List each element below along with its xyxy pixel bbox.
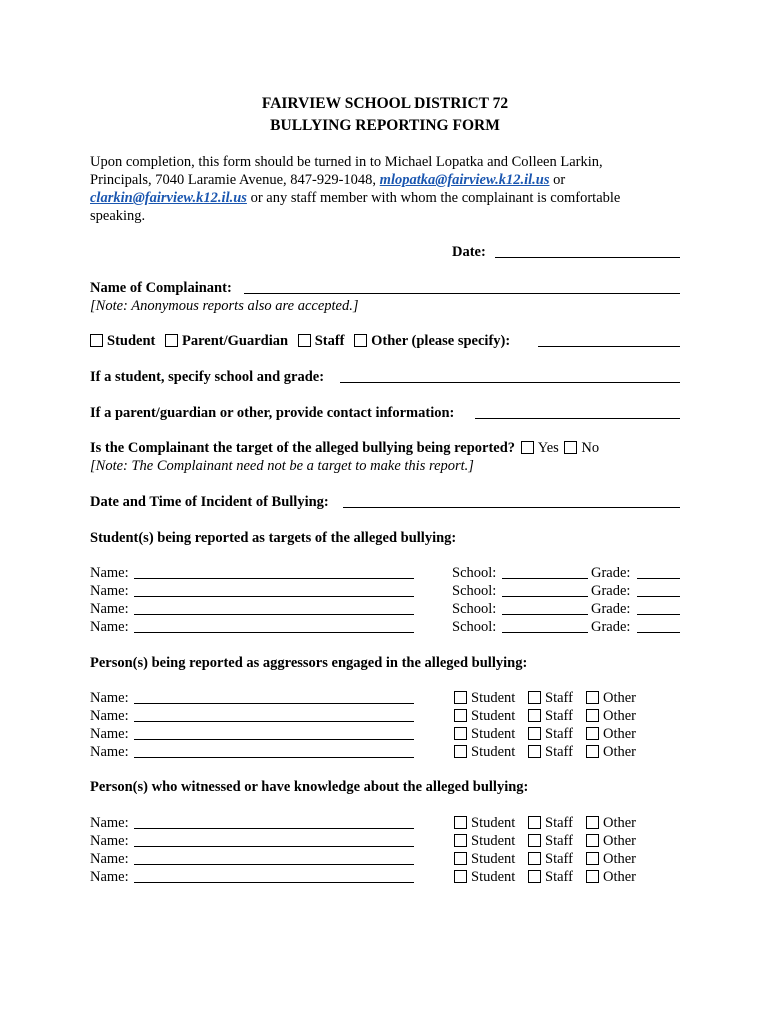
intro-line-1: Upon completion, this form should be turned in to Michael Lopatka and Colleen Larkin, (90, 154, 603, 170)
aggressor-name-label: Name: (90, 708, 129, 724)
date-label: Date: (452, 244, 486, 260)
checkbox-aggressor-student[interactable] (454, 727, 467, 740)
incident-field[interactable] (343, 507, 680, 508)
witness-student-label: Student (471, 869, 516, 885)
intro-line-2 (90, 171, 565, 189)
target-school-label: School: (452, 619, 497, 635)
checkbox-witness-staff[interactable] (528, 816, 541, 829)
target-school-field[interactable] (502, 632, 588, 633)
target-note: [Note: The Complainant need not be a target to make this report.] (90, 458, 474, 474)
target-grade-field[interactable] (637, 596, 680, 597)
role-other-label: Other (please specify): (371, 333, 511, 349)
witness-student-option (454, 868, 515, 886)
role-student-label: Student (107, 333, 156, 349)
anonymous-note: [Note: Anonymous reports also are accepted.] (90, 298, 359, 314)
witness-student-option (454, 814, 515, 832)
witness-student-option (454, 832, 515, 850)
aggressor-other-label: Other (603, 708, 637, 724)
target-grade-field[interactable] (637, 632, 680, 633)
checkbox-aggressor-other[interactable] (586, 745, 599, 758)
district-title: FAIRVIEW SCHOOL DISTRICT 72 (261, 95, 509, 112)
target-name-field[interactable] (134, 632, 414, 633)
target-name-field[interactable] (134, 614, 414, 615)
checkbox-no[interactable] (564, 441, 577, 454)
target-school-label: School: (452, 565, 497, 581)
email-link-lopatka[interactable]: mlopatka@fairview.k12.il.us (379, 172, 550, 188)
aggressor-student-option (454, 743, 515, 761)
checkbox-aggressor-other[interactable] (586, 727, 599, 740)
aggressor-student-option (454, 689, 515, 707)
aggressor-student-label: Student (471, 726, 516, 742)
checkbox-witness-other[interactable] (586, 834, 599, 847)
witness-staff-label: Staff (545, 851, 573, 867)
aggressors-heading: Person(s) being reported as aggressors engaged in the alleged bullying: (90, 655, 528, 671)
witness-other-option (586, 814, 636, 832)
checkbox-witness-other[interactable] (586, 870, 599, 883)
checkbox-witness-student[interactable] (454, 816, 467, 829)
target-question (90, 439, 599, 457)
aggressor-student-label: Student (471, 744, 516, 760)
target-name-label: Name: (90, 583, 129, 599)
aggressor-name-label: Name: (90, 744, 129, 760)
aggressor-staff-option (528, 707, 573, 725)
target-grade-field[interactable] (637, 614, 680, 615)
checkbox-witness-student[interactable] (454, 870, 467, 883)
witness-other-option (586, 832, 636, 850)
aggressor-other-option (586, 689, 636, 707)
witnesses-heading: Person(s) who witnessed or have knowledge about the alleged bullying: (90, 779, 529, 795)
target-grade-field[interactable] (637, 578, 680, 579)
aggressor-other-label: Other (603, 744, 637, 760)
aggressor-name-field[interactable] (134, 757, 414, 758)
target-name-label: Name: (90, 601, 129, 617)
checkbox-yes[interactable] (521, 441, 534, 454)
target-name-label: Name: (90, 565, 129, 581)
aggressor-other-option (586, 725, 636, 743)
checkbox-aggressor-other[interactable] (586, 691, 599, 704)
witness-other-option (586, 850, 636, 868)
aggressor-staff-label: Staff (545, 744, 573, 760)
witness-staff-option (528, 814, 573, 832)
checkbox-aggressor-staff[interactable] (528, 745, 541, 758)
checkbox-aggressor-student[interactable] (454, 691, 467, 704)
checkbox-aggressor-staff[interactable] (528, 691, 541, 704)
target-grade-label: Grade: (591, 601, 631, 617)
witness-name-label: Name: (90, 815, 129, 831)
aggressor-student-label: Student (471, 690, 516, 706)
witness-staff-option (528, 868, 573, 886)
witness-other-label: Other (603, 851, 637, 867)
aggressor-staff-label: Staff (545, 708, 573, 724)
witness-name-field[interactable] (134, 846, 414, 847)
checkbox-other[interactable] (354, 334, 367, 347)
aggressor-staff-label: Staff (545, 726, 573, 742)
target-grade-label: Grade: (591, 619, 631, 635)
date-field[interactable] (495, 257, 680, 258)
aggressor-other-option (586, 743, 636, 761)
witness-other-option (586, 868, 636, 886)
checkbox-aggressor-staff[interactable] (528, 727, 541, 740)
target-grade-label: Grade: (591, 583, 631, 599)
witness-other-label: Other (603, 815, 637, 831)
checkbox-witness-staff[interactable] (528, 870, 541, 883)
witness-name-label: Name: (90, 851, 129, 867)
intro-line-2-or: or (549, 172, 566, 188)
targets-heading: Student(s) being reported as targets of the alleged bullying: (90, 530, 457, 546)
contact-field[interactable] (475, 418, 680, 419)
witness-student-label: Student (471, 815, 516, 831)
checkbox-aggressor-student[interactable] (454, 745, 467, 758)
target-grade-label: Grade: (591, 565, 631, 581)
form-title: BULLYING REPORTING FORM (270, 117, 500, 134)
checkbox-witness-other[interactable] (586, 816, 599, 829)
aggressor-staff-option (528, 743, 573, 761)
intro-line-2-text: Principals, 7040 Laramie Avenue, 847-929-1048, (90, 172, 380, 188)
checkbox-aggressor-student[interactable] (454, 709, 467, 722)
witness-name-field[interactable] (134, 864, 414, 865)
school-grade-label: If a student, specify school and grade: (90, 369, 325, 385)
witness-other-label: Other (603, 869, 637, 885)
target-name-field[interactable] (134, 596, 414, 597)
witness-student-label: Student (471, 833, 516, 849)
target-name-label: Name: (90, 619, 129, 635)
witness-staff-option (528, 832, 573, 850)
checkbox-witness-staff[interactable] (528, 834, 541, 847)
witness-other-label: Other (603, 833, 637, 849)
target-school-field[interactable] (502, 578, 588, 579)
aggressor-name-label: Name: (90, 726, 129, 742)
role-options (90, 332, 510, 350)
aggressor-student-option (454, 707, 515, 725)
aggressor-student-option (454, 725, 515, 743)
complainant-label: Name of Complainant: (90, 280, 232, 296)
yes-label: Yes (537, 440, 559, 456)
email-link-larkin[interactable]: clarkin@fairview.k12.il.us (90, 190, 247, 206)
role-parent-label: Parent/Guardian (181, 333, 289, 349)
no-label: No (581, 440, 600, 456)
aggressor-other-label: Other (603, 726, 637, 742)
intro-line-3-text: or any staff member with whom the complainant is comfortable (246, 190, 621, 206)
other-specify-field[interactable] (538, 346, 680, 347)
witness-name-field[interactable] (134, 882, 414, 883)
target-question-label: Is the Complainant the target of the alleged bullying being reported? (90, 440, 516, 456)
witness-name-label: Name: (90, 833, 129, 849)
checkbox-witness-other[interactable] (586, 852, 599, 865)
checkbox-witness-staff[interactable] (528, 852, 541, 865)
checkbox-witness-student[interactable] (454, 852, 467, 865)
witness-name-label: Name: (90, 869, 129, 885)
aggressor-student-label: Student (471, 708, 516, 724)
target-school-label: School: (452, 601, 497, 617)
aggressor-other-label: Other (603, 690, 637, 706)
witness-staff-label: Staff (545, 833, 573, 849)
checkbox-student[interactable] (90, 334, 103, 347)
checkbox-parent-guardian[interactable] (165, 334, 178, 347)
checkbox-witness-student[interactable] (454, 834, 467, 847)
target-name-field[interactable] (134, 578, 414, 579)
checkbox-aggressor-other[interactable] (586, 709, 599, 722)
checkbox-staff[interactable] (298, 334, 311, 347)
witness-student-label: Student (471, 851, 516, 867)
aggressor-name-field[interactable] (134, 703, 414, 704)
intro-line-3 (90, 189, 620, 207)
target-school-label: School: (452, 583, 497, 599)
witness-staff-label: Staff (545, 869, 573, 885)
complainant-field[interactable] (244, 293, 680, 294)
target-school-field[interactable] (502, 596, 588, 597)
witness-staff-label: Staff (545, 815, 573, 831)
aggressor-staff-label: Staff (545, 690, 573, 706)
target-school-field[interactable] (502, 614, 588, 615)
witness-student-option (454, 850, 515, 868)
aggressor-name-field[interactable] (134, 721, 414, 722)
intro-line-4: speaking. (90, 208, 146, 224)
aggressor-staff-option (528, 689, 573, 707)
aggressor-name-label: Name: (90, 690, 129, 706)
role-staff-label: Staff (314, 333, 345, 349)
checkbox-aggressor-staff[interactable] (528, 709, 541, 722)
aggressor-staff-option (528, 725, 573, 743)
incident-label: Date and Time of Incident of Bullying: (90, 494, 329, 510)
witness-staff-option (528, 850, 573, 868)
contact-label: If a parent/guardian or other, provide contact information: (90, 405, 455, 421)
aggressor-other-option (586, 707, 636, 725)
witness-name-field[interactable] (134, 828, 414, 829)
school-grade-field[interactable] (340, 382, 680, 383)
aggressor-name-field[interactable] (134, 739, 414, 740)
